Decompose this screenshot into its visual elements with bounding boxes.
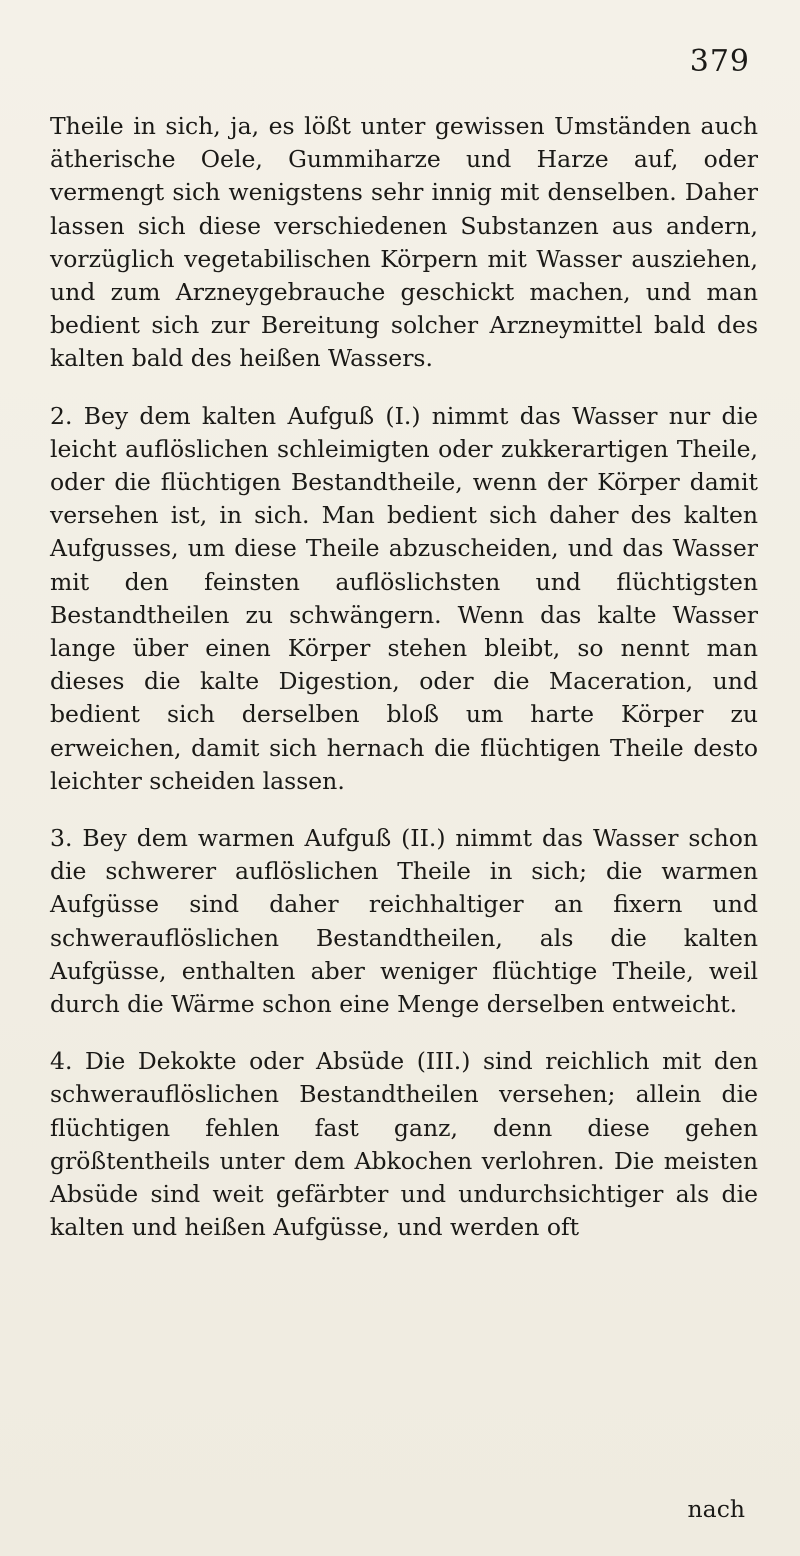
- catchword: nach: [687, 1495, 745, 1523]
- page-number: 379: [689, 44, 750, 79]
- body-text: [50, 110, 758, 1245]
- paragraph-2: 2. Bey dem kalten Aufguß (I.) nimmt das Wasser nur die leicht auflöslichen schleimigten oder zukkerartigen Theile, oder die flüchtigen Bestandtheile, wenn der Körper damit versehen ist, in sich. Man bedient sich daher des kalten Aufgusses, um diese Theile abzuscheiden, und das Wasser mit den feinsten auflöslichsten und flüchtigsten Bestandtheilen zu schwängern. Wenn das kalte Wasser lange über einen Körper stehen bleibt, so nennt man dieses die kalte Digestion, oder die Maceration, und bedient sich derselben bloß um harte Körper zu erweichen, damit sich hernach die flüchtigen Theile desto leichter scheiden lassen.: [50, 401, 758, 795]
- paragraph-4: 4. Die Dekokte oder Absüde (III.) sind reichlich mit den schwerauflöslichen Bestandtheilen versehen; allein die flüchtigen fehlen fast ganz, denn diese gehen größtentheils unter dem Abkochen verlohren. Die meisten Absüde sind weit gefärbter und undurchsichtiger als die kalten und heißen Aufgüsse, und werden oft: [50, 1047, 758, 1242]
- paragraph-3: 3. Bey dem warmen Aufguß (II.) nimmt das Wasser schon die schwerer auflöslichen Theile in sich; die warmen Aufgüsse sind daher reichhaltiger an fixern und schwerauflöslichen Bestandtheilen, als die kalten Aufgüsse, enthalten aber weniger flüchtige Theile, weil durch die Wärme schon eine Menge derselben entweicht.: [50, 824, 758, 1019]
- paragraph-1: Theile in sich, ja, es lößt unter gewissen Umständen auch ätherische Oele, Gummiharze und Harze auf, oder vermengt sich wenigstens sehr innig mit denselben. Daher lassen sich diese verschiedenen Substanzen aus andern, vorzüglich vegetabilischen Körpern mit Wasser ausziehen, und zum Arzneygebrauche geschickt machen, und man bedient sich zur Bereitung solcher Arzneymittel bald des kalten bald des heißen Wassers.: [50, 112, 758, 373]
